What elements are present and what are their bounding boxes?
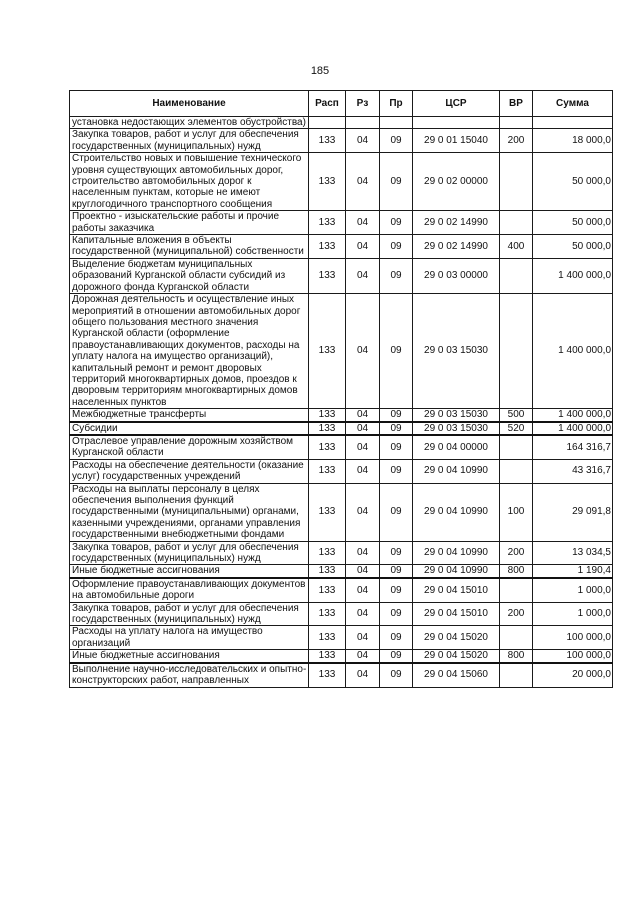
- row-pr: [380, 117, 413, 129]
- row-csr: 29 0 04 15010: [413, 602, 500, 626]
- row-csr: 29 0 04 10990: [413, 541, 500, 565]
- row-name: Расходы на обеспечение деятельности (оказание услуг) государственных учреждений: [70, 459, 309, 483]
- row-rasp: 133: [309, 578, 346, 602]
- table-row: [70, 153, 613, 211]
- row-pr: 09: [380, 663, 413, 687]
- row-rasp: 133: [309, 650, 346, 663]
- row-pr: 09: [380, 626, 413, 650]
- row-csr: 29 0 01 15040: [413, 129, 500, 153]
- table-row: [70, 294, 613, 409]
- row-csr: [413, 117, 500, 129]
- row-rz: 04: [346, 650, 380, 663]
- table-row: [70, 602, 613, 626]
- row-pr: 09: [380, 459, 413, 483]
- row-name: Оформление правоустанавливающих документов на автомобильные дороги: [70, 578, 309, 602]
- row-csr: 29 0 04 00000: [413, 435, 500, 459]
- row-rasp: 133: [309, 565, 346, 578]
- row-vr: 100: [500, 483, 533, 541]
- table-row: [70, 541, 613, 565]
- header-rasp: Расп: [309, 91, 346, 117]
- table-row: [70, 565, 613, 578]
- row-rz: 04: [346, 409, 380, 422]
- row-name: Строительство новых и повышение технического уровня существующих автомобильных дорог, строительство автомобильных дорог к населенным пунктам, которые не имеют круглогодичного транспортного сообщения: [70, 153, 309, 211]
- row-sum: 1 400 000,0: [533, 294, 613, 409]
- row-sum: [533, 117, 613, 129]
- row-rz: 04: [346, 435, 380, 459]
- row-csr: 29 0 03 15030: [413, 422, 500, 435]
- row-rasp: 133: [309, 602, 346, 626]
- row-rz: 04: [346, 663, 380, 687]
- row-sum: 1 190,4: [533, 565, 613, 578]
- header-csr: ЦСР: [413, 91, 500, 117]
- row-rz: 04: [346, 459, 380, 483]
- row-sum: 100 000,0: [533, 626, 613, 650]
- table-row: [70, 435, 613, 459]
- row-rz: 04: [346, 541, 380, 565]
- table-row: [70, 459, 613, 483]
- row-sum: 13 034,5: [533, 541, 613, 565]
- row-csr: 29 0 04 10990: [413, 483, 500, 541]
- table-header-row: [70, 91, 613, 117]
- row-rz: 04: [346, 602, 380, 626]
- table-row: [70, 626, 613, 650]
- row-sum: 164 316,7: [533, 435, 613, 459]
- row-pr: 09: [380, 235, 413, 259]
- table-row: [70, 483, 613, 541]
- row-sum: 100 000,0: [533, 650, 613, 663]
- table-row: [70, 235, 613, 259]
- budget-table: [69, 90, 613, 688]
- row-name: Закупка товаров, работ и услуг для обеспечения государственных (муниципальных) нужд: [70, 602, 309, 626]
- row-vr: [500, 435, 533, 459]
- row-pr: 09: [380, 153, 413, 211]
- row-vr: [500, 294, 533, 409]
- row-name: Отраслевое управление дорожным хозяйством Курганской области: [70, 435, 309, 459]
- row-rasp: 133: [309, 459, 346, 483]
- row-rasp: 133: [309, 153, 346, 211]
- row-vr: 500: [500, 409, 533, 422]
- table-row: [70, 211, 613, 235]
- row-name: Иные бюджетные ассигнования: [70, 650, 309, 663]
- row-vr: 520: [500, 422, 533, 435]
- row-rz: 04: [346, 235, 380, 259]
- row-csr: 29 0 04 10990: [413, 459, 500, 483]
- row-sum: 50 000,0: [533, 235, 613, 259]
- row-pr: 09: [380, 129, 413, 153]
- row-csr: 29 0 03 15030: [413, 409, 500, 422]
- header-sum: Сумма: [533, 91, 613, 117]
- row-rz: 04: [346, 153, 380, 211]
- table-row: [70, 117, 613, 129]
- row-sum: 18 000,0: [533, 129, 613, 153]
- row-sum: 50 000,0: [533, 153, 613, 211]
- row-pr: 09: [380, 409, 413, 422]
- table-row: [70, 422, 613, 435]
- row-sum: 43 316,7: [533, 459, 613, 483]
- row-csr: 29 0 02 14990: [413, 235, 500, 259]
- row-name: Выполнение научно-исследовательских и опытно-конструкторских работ, направленных: [70, 663, 309, 687]
- row-name: Проектно - изыскательские работы и прочие работы заказчика: [70, 211, 309, 235]
- row-vr: 400: [500, 235, 533, 259]
- row-vr: 800: [500, 565, 533, 578]
- row-rasp: 133: [309, 541, 346, 565]
- row-csr: 29 0 02 00000: [413, 153, 500, 211]
- row-sum: 20 000,0: [533, 663, 613, 687]
- row-csr: 29 0 04 10990: [413, 565, 500, 578]
- row-name: Иные бюджетные ассигнования: [70, 565, 309, 578]
- row-rz: 04: [346, 626, 380, 650]
- header-pr: Пр: [380, 91, 413, 117]
- row-rasp: 133: [309, 258, 346, 293]
- row-name: Капитальные вложения в объекты государственной (муниципальной) собственности: [70, 235, 309, 259]
- row-pr: 09: [380, 578, 413, 602]
- row-name: Выделение бюджетам муниципальных образований Курганской области субсидий из дорожного фонда Курганской области: [70, 258, 309, 293]
- row-rasp: [309, 117, 346, 129]
- row-name: Межбюджетные трансферты: [70, 409, 309, 422]
- row-vr: 200: [500, 602, 533, 626]
- table-row: [70, 663, 613, 687]
- row-rz: 04: [346, 422, 380, 435]
- page-number: 185: [310, 65, 330, 77]
- row-name: Расходы на уплату налога на имущество организаций: [70, 626, 309, 650]
- row-pr: 09: [380, 422, 413, 435]
- row-rasp: 133: [309, 663, 346, 687]
- row-rz: 04: [346, 129, 380, 153]
- row-rasp: 133: [309, 294, 346, 409]
- row-vr: [500, 459, 533, 483]
- row-pr: 09: [380, 211, 413, 235]
- row-vr: [500, 578, 533, 602]
- row-vr: 800: [500, 650, 533, 663]
- row-name: Расходы на выплаты персоналу в целях обеспечения выполнения функций государственными (муниципальными) органами, казенными учреждениями, органами управления государственными внебюджетными фондами: [70, 483, 309, 541]
- row-name: установка недостающих элементов обустройства): [70, 117, 309, 129]
- row-rz: 04: [346, 578, 380, 602]
- row-sum: 1 000,0: [533, 578, 613, 602]
- row-rz: 04: [346, 565, 380, 578]
- table-row: [70, 258, 613, 293]
- row-vr: [500, 626, 533, 650]
- row-rasp: 133: [309, 409, 346, 422]
- row-pr: 09: [380, 435, 413, 459]
- row-rasp: 133: [309, 626, 346, 650]
- row-vr: [500, 153, 533, 211]
- row-pr: 09: [380, 483, 413, 541]
- header-name: Наименование: [70, 91, 309, 117]
- row-vr: [500, 663, 533, 687]
- table-row: [70, 578, 613, 602]
- row-pr: 09: [380, 258, 413, 293]
- table-row: [70, 129, 613, 153]
- row-rasp: 133: [309, 483, 346, 541]
- row-pr: 09: [380, 602, 413, 626]
- row-sum: 1 000,0: [533, 602, 613, 626]
- row-sum: 1 400 000,0: [533, 409, 613, 422]
- row-sum: 50 000,0: [533, 211, 613, 235]
- row-sum: 1 400 000,0: [533, 258, 613, 293]
- row-pr: 09: [380, 294, 413, 409]
- row-vr: [500, 211, 533, 235]
- row-csr: 29 0 04 15060: [413, 663, 500, 687]
- row-csr: 29 0 04 15020: [413, 626, 500, 650]
- row-rz: 04: [346, 483, 380, 541]
- row-rz: [346, 117, 380, 129]
- row-rasp: 133: [309, 211, 346, 235]
- row-rasp: 133: [309, 435, 346, 459]
- row-csr: 29 0 04 15010: [413, 578, 500, 602]
- row-name: Субсидии: [70, 422, 309, 435]
- table-row: [70, 650, 613, 663]
- row-vr: 200: [500, 129, 533, 153]
- row-pr: 09: [380, 541, 413, 565]
- row-csr: 29 0 03 00000: [413, 258, 500, 293]
- row-pr: 09: [380, 565, 413, 578]
- row-sum: 29 091,8: [533, 483, 613, 541]
- header-vr: ВР: [500, 91, 533, 117]
- header-rz: Рз: [346, 91, 380, 117]
- row-name: Дорожная деятельность и осуществление иных мероприятий в отношении автомобильных дорог общего пользования местного значения Курганской области (оформление правоустанавливающих документов, расходы на уплату налога на имущество организаций), капитальный ремонт и ремонт дворовых территорий многоквартирных домов, проездов к дворовым территориям многоквартирных домов населенных пунктов: [70, 294, 309, 409]
- row-vr: 200: [500, 541, 533, 565]
- table-row: [70, 409, 613, 422]
- row-rz: 04: [346, 294, 380, 409]
- row-rasp: 133: [309, 129, 346, 153]
- row-name: Закупка товаров, работ и услуг для обеспечения государственных (муниципальных) нужд: [70, 541, 309, 565]
- row-rasp: 133: [309, 235, 346, 259]
- row-csr: 29 0 04 15020: [413, 650, 500, 663]
- row-name: Закупка товаров, работ и услуг для обеспечения государственных (муниципальных) нужд: [70, 129, 309, 153]
- row-rz: 04: [346, 211, 380, 235]
- row-vr: [500, 258, 533, 293]
- row-vr: [500, 117, 533, 129]
- row-pr: 09: [380, 650, 413, 663]
- row-rz: 04: [346, 258, 380, 293]
- row-rasp: 133: [309, 422, 346, 435]
- row-csr: 29 0 02 14990: [413, 211, 500, 235]
- row-sum: 1 400 000,0: [533, 422, 613, 435]
- row-csr: 29 0 03 15030: [413, 294, 500, 409]
